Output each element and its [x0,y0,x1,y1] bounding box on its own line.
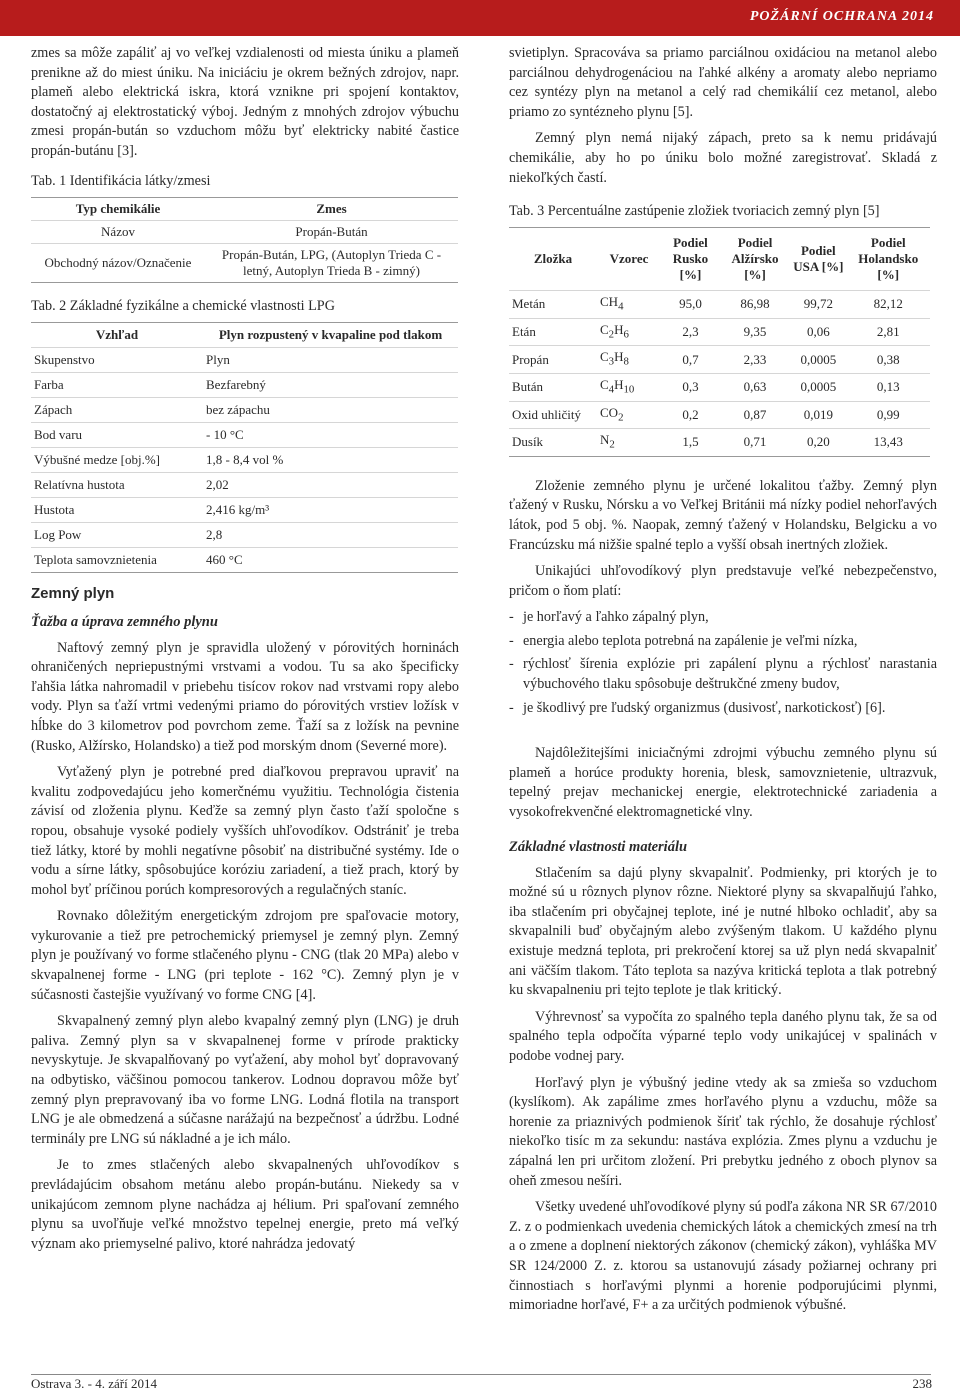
table-cell: 2,02 [203,472,458,497]
table-cell: 0,06 [790,318,846,346]
formula-cell: $CH_4$ [597,291,661,319]
table-caption: Tab. 2 Základné fyzikálne a chemické vlastnosti LPG [31,297,335,314]
table-cell: Plyn [203,347,458,372]
table-cell: 0,0005 [790,373,846,401]
table-cell: Etán [509,318,597,346]
table-cell: Názov [31,220,205,243]
table-cell: Výbušné medze [obj.%] [31,447,203,472]
table-cell: Hustota [31,497,203,522]
formula-cell: $C_4H_{10}$ [597,373,661,401]
table-cell: Dusík [512,434,544,450]
table-row [509,373,930,401]
table-header-cell: Zmes [205,197,458,220]
table-cell: Propán [509,346,597,374]
table-cell: Oxid uhličitý [509,401,597,429]
table-header-row [509,228,930,291]
table-header-cell: Podiel Holandsko [%] [847,228,931,291]
table-cell: 0,019 [790,401,846,429]
table-header-cell: Vzhľad [31,322,203,347]
list-item: - je horľavý a ľahko zápalný plyn, [509,608,937,628]
paragraph: Zloženie zemného plynu je určené lokalitou ťažby. Zemný plyn ťažený v Rusku, Nórsku a vo Veľkej Británii má nízky podiel nehorľavých látok, pod 5 obj. %. Naopak, zemný ťažený v Holandsku, Belgicku a vo Francúzsku má nižšie spalné teplo a vyšší obsah inertných zložiek. [509,477,937,553]
paragraph: zmes sa môže zapáliť aj vo veľkej vzdialenosti od miesta úniku a plameň prenikne až do miest úniku. Na iniciáciu je okrem bežných zdrojov, napr. plameň alebo elektrická iskra, ktorá vznikne pri spojení kontaktov, dostatočný aj elektrostatický výboj. Jedným z mnohých zdrojov výbuchu zmesi propán-bután so vzduchom môžu byť elektricky nabité častice propán-butánu [3]. [31,45,459,159]
table-row [31,243,458,282]
table-cell: 1,5 [682,434,699,450]
paragraph: Najdôležitejšími iniciačnými zdrojmi výbuchu zemného plynu sú plameň a horúce produkty horenia, blesk, samovznietenie, ultrazvuk, tepelný prejav mechanickej energie, elektrotechnické zariadenia a vysokofrekvenčné elektromagnetické vlny. [509,745,937,821]
table-cell: Propán-Bután [205,220,458,243]
paragraph: Je to zmes stlačených alebo skvapalnených uhľovodíkov s prevládajúcim obsahom metánu alebo propán-butánu. Niekedy sa v unikajúcom zemnom plyne nachádza aj hélium. Pri spaľovaní zemného plynu sa uvoľňuje veľké množstvo tepelnej energie, preto má veľký význam ako priemyselné palivo, ktoré nahrádza jedovatý [31,1157,459,1252]
composition-table [509,227,930,457]
paragraph: Stlačením sa dajú plyny skvapalniť. Podmienky, pri ktorých je to možné sú u rôznych plynov rôzne. Niektoré plyny sa skvapalňujú ľahko, iba stlačením pri obyčajnej teplote, iné je nutné hlboko ochladiť, aby sa skvapalnili buď obyčajným alebo zvýšeným tlakom. U každého plynu existuje medzná teplota, pri prekročení ktorej sa už plyn nedá skvapalniť ani väčším tlakom. Táto teplota sa nazýva kritická teplota a tlak potrebný ku skvapalneniu pri tejto teplote je tlak kritický. [509,864,937,999]
table-cell: Skupenstvo [31,347,203,372]
paragraph: Skvapalnený zemný plyn alebo kvapalný zemný plyn (LNG) je druh paliva. Zemný plyn sa v skvapalnenej forme v prírode prakticky nevyskytuje. Je skvapalňovaný po vyťažení, aby mohol byť dopravovaný na odbytisko, väčšinou pomocou tankerov. Lodnou dopravou môže byť zemný plyn prepravovaný iba vo forme LNG. Lodná flotila na transport LNG je ale obmedzená a súčasne narážajú na bezpečnosť a údržbu. Lodné terminály pre LNG sú nákladné a je ich málo. [31,1013,459,1147]
table-header-cell: Podiel USA [%] [790,228,846,291]
table-row [509,346,930,374]
paragraph: Vyťažený plyn je potrebné pred diaľkovou prepravou upraviť na kvalitu zodpovedajúcu jeho komerčnému využitiu. Technológia čistenia závisí od zloženia plynu. Keďže sa zemný plyn často ťaží spoločne s ropou, obsahuje vysoké podiely vyšších uhľovodíkov. Odstrániť je treba tiež látky, ktoré by mohli negatívne pôsobiť na distribučné systémy. Ide o vodu a sírne látky, spôsobujúce koróziu zariadení, a tiež prach, ktorý by mohol byť príčinou porúch kompresorových a regulačných staníc. [31,764,459,898]
footer-divider [31,1374,931,1375]
paragraph: Zemný plyn nemá nijaký zápach, preto sa k nemu pridávajú chemikálie, aby ho po úniku bolo možné zaregistrovať. Skladá z niekoľkých častí. [509,130,937,186]
paragraph: Výhrevnosť sa vypočíta zo spalného tepla daného plynu tak, že sa od spalného tepla odpočíta výparné teplo vody unikajúcej v spalinách v podobe vodnej pary. [509,1008,937,1064]
table-cell: 0,2 [661,401,720,429]
table-cell: 460 °C [206,551,243,567]
page-number: 238 [912,1376,932,1391]
table-cell: Teplota samovznietenia [34,551,157,567]
subsection-heading: Základné vlastnosti materiálu [509,838,688,855]
paragraph: Unikajúci uhľovodíkový plyn predstavuje veľké nebezpečenstvo, pričom o ňom platí: [509,563,937,599]
table-header-row [31,197,458,220]
table-cell: 9,35 [720,318,790,346]
table-cell: 2,416 kg/m³ [203,497,458,522]
formula-cell: $C_2H_6$ [597,318,661,346]
table-caption: Tab. 3 Percentuálne zastúpenie zložiek tvoriacich zemný plyn [5] [509,203,880,220]
table-cell: 0,71 [743,434,767,450]
table-header-cell: Vzorec [597,228,661,291]
table-cell: 2,33 [720,346,790,374]
section-heading: Zemný plyn [31,584,115,602]
journal-title: POŽÁRNÍ OCHRANA 2014 [749,9,934,24]
table-cell: 99,72 [790,291,846,319]
table-row [31,547,458,572]
table-cell: 0,99 [847,401,931,429]
table-header-cell: Typ chemikálie [31,197,205,220]
table-cell: 0,7 [661,346,720,374]
list-item: - energia alebo teplota potrebná na zapálenie je veľmi nízka, [509,632,937,652]
table-row [31,220,458,243]
list-item: - rýchlosť šírenia explózie pri zapálení plynu a rýchlosť narastania výbuchového tlaku spôsobuje deštrukčné zmeny budov, [509,655,937,694]
table-row [509,401,930,429]
table-row [31,472,458,497]
table-row [31,347,458,372]
header-bar [0,0,960,36]
table-cell: 1,8 - 8,4 vol % [203,447,458,472]
table-cell: Obchodný názov/Označenie [44,254,192,270]
paragraph: Horľavý plyn je výbušný jedine vtedy ak sa zmieša so vzduchom (kyslíkom). Ak zapálime zmes horľavého plynu a vzduchu, môže sa horenie za priaznivých podmienok šíriť tak rýchlo, že dosahuje rýchlosť niekoľko tisíc m za sekundu: nastáva explózia. Zmes plynu a vzduchu je zápalná len pri určitom zložení. Pri prebytku jedného z oboch plynov sa oheň zmesou nešíri. [509,1074,937,1189]
table-cell: 0,87 [720,401,790,429]
table-header-row [31,322,458,347]
table-row [31,372,458,397]
table-header-cell: Plyn rozpustený v kvapaline pod tlakom [203,322,458,347]
table-caption: Tab. 1 Identifikácia látky/zmesi [31,172,211,189]
paragraph: Rovnako dôležitým energetickým zdrojom pre spaľovacie motory, vykurovanie a tiež pre petrochemický priemysel je zemný plyn. Zemný plyn je používaný vo forme stlačeného plynu - CNG (tlak 20 MPa) alebo v skvapalnenej forme - LNG (pri teplote - 162 °C). Zemný plyn je v súčasnosti častejšie využívaný vo forme CNG [4]. [31,908,459,1003]
table-cell: 0,13 [847,373,931,401]
table-row [31,447,458,472]
hazard-list [509,608,937,718]
table-cell: Log Pow [31,522,203,547]
paragraph: Naftový zemný plyn je spravidla uložený v pórovitých horninách ohraničených nepriepustnými vrstvami a vodou. Tu sa ako špecificky ľahšia látka nahromadil v priebehu tisícov rokov nad vrstvami ropy alebo vody. Plyn sa ťaží vrtmi vedenými priamo do pórovitých vrstiev ložísk v hĺbke do 3 kilometrov pod povrchom zeme. Ťaží sa z ložísk na pevnine (Rusko, Alžírsko, Holandsko) a tiež pod morským dnom (Severné more). [31,639,459,754]
table-cell: 0,20 [806,434,830,450]
formula-cell: $CO_2$ [597,401,661,429]
table-cell: 0,38 [847,346,931,374]
table-cell: 95,0 [661,291,720,319]
formula-cell: $N_2$ [600,432,615,451]
table-cell: 0,63 [720,373,790,401]
subsection-heading: Ťažba a úprava zemného plynu [31,613,218,630]
identification-table [31,197,458,283]
table-row [31,397,458,422]
table-cell: bez zápachu [203,397,458,422]
right-column [509,44,937,1323]
table-cell: Relatívna hustota [31,472,203,497]
table-cell: Metán [509,291,597,319]
table-row [31,497,458,522]
table-row [509,429,930,457]
table-cell: Bután [509,373,597,401]
formula-cell: $C_3H_8$ [597,346,661,374]
table-cell: 13,43 [873,434,903,450]
paragraph: svietiplyn. Spracováva sa priamo parciálnou oxidáciou na metanol alebo parciálnou dehydrogenáciou na ľahké alkény a aromaty alebo nepriamo cez syntézy plyn na metanol a celý rad chemikálií cez metanol, alebo priamo zo syntézneho plynu [5]. [509,45,937,120]
table-cell: Farba [31,372,203,397]
paragraph: Všetky uvedené uhľovodíkové plyny sú podľa zákona NR SR 67/2010 Z. z o podmienkach uvedenia chemických látok a chemických zmesí na trh a o zmene a doplnení niektorých zákonov (chemický zákon), vyhláška MV SR 124/2000 Z. z. ktorou sa ustanovujú zásady požiarnej ochrany pri činnostiach s horľavými plynmi a horenie podporujúcimi plynmi, mimoriadne horľavé, F+ a za určitých podmienok výbušné. [509,1199,937,1314]
table-row [509,291,930,319]
properties-table [31,322,458,573]
table-row [509,318,930,346]
footer-conference: Ostrava 3. - 4. září 2014 [31,1376,157,1391]
table-cell: 2,8 [203,522,458,547]
table-cell: 0,0005 [790,346,846,374]
table-cell: 86,98 [720,291,790,319]
table-row [31,422,458,447]
table-row [31,522,458,547]
table-header-cell: Podiel Rusko [%] [661,228,720,291]
table-cell: Bezfarebný [203,372,458,397]
list-item: - je škodlivý pre ľudský organizmus (dusivosť, narkotickosť) [6]. [509,699,937,719]
table-cell: 0,3 [661,373,720,401]
table-header-cell: Podiel Alžírsko [%] [720,228,790,291]
table-header-cell: Zložka [509,228,597,291]
table-cell: Bod varu [31,422,203,447]
table-cell: Zápach [31,397,203,422]
table-cell: 2,3 [661,318,720,346]
table-cell: - 10 °C [203,422,458,447]
table-cell: Propán-Bután, LPG, (Autoplyn Trieda C - letný, Autoplyn Trieda B - zimný) [221,246,442,278]
table-cell: 82,12 [847,291,931,319]
table-cell: 2,81 [847,318,931,346]
left-column [31,44,459,1261]
